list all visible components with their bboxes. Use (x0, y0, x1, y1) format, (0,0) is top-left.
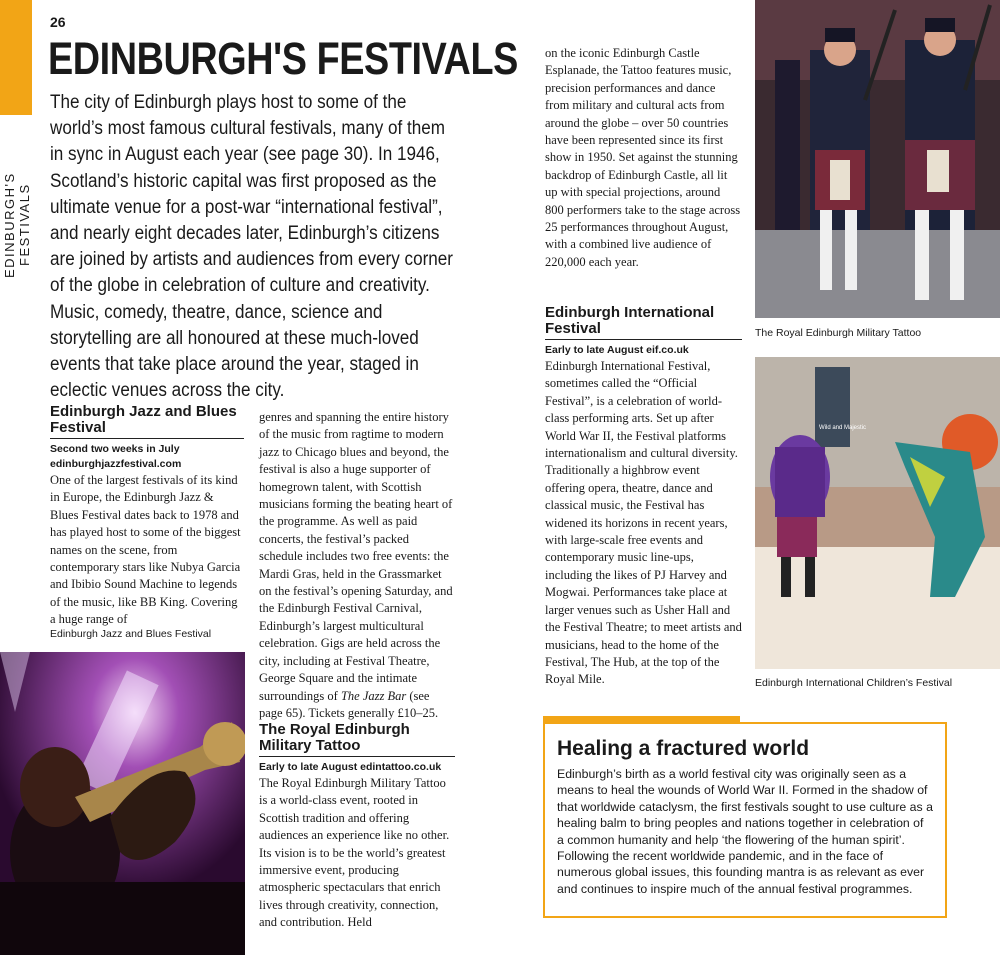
jazz-body-part-1: One of the largest festivals of its kind in Europe, the Edinburgh Jazz & Blues Festival dates back to 1978 and has played host to some of the biggest names on the scene, from contemporary stars like Nubya Garcia and Ibibio Sound Machine to legends of the music, like BB King. Covering a huge range of (50, 473, 241, 627)
jazz-article (50, 404, 244, 629)
tattoo-article (259, 722, 455, 932)
eif-dates (545, 343, 742, 358)
page-title: EDINBURGH'S FESTIVALS (48, 33, 518, 84)
jazz-when: Second two weeks in July (50, 443, 180, 455)
page-number: 26 (50, 14, 66, 30)
eif-photo-caption: Edinburgh International Children’s Festival (755, 677, 953, 689)
eif-body: Edinburgh International Festival, sometimes called the “Official Festival”, is a celebration of world-class performing arts. Set up after World War II, the Festival platforms internationalism and cultural diversity. Traditionally a highbrow event offering opera, theatre, dance and classical music, the Festival has widened its horizons in recent years, with large-scale free events and contemporary music line-ups, including the likes of PJ Harvey and Mogwai. Performances take place at larger venues such as Usher Hall and the Festival Theatre; to meet artists and musicians, head to the home of the Festival, The Hub, at the top of the Royal Mile. (545, 359, 742, 687)
eif-heading: Edinburgh International Festival (545, 305, 742, 340)
jazz-trumpeter-photo (0, 652, 245, 955)
jazz-body-continued (259, 409, 455, 722)
jazz-body-part-3: (see page 65). Tickets generally £10–25. (259, 688, 439, 720)
jazz-bar-name: The Jazz Bar (340, 688, 407, 703)
eif-article (545, 305, 742, 689)
feature-box (543, 722, 947, 918)
tattoo-body-part-2: on the iconic Edinburgh Castle Esplanade, the Tattoo features music, precision performances and dance from military and cultural acts from around the globe – over 50 countries have been represented since its first show in 1950. Set against the stunning backdrop of Edinburgh Castle, all lit up with special projections, around 800 performers take to the stage across 25 performances throughout August, with a combined live audience of 220,000 each year. (545, 46, 741, 269)
jazz-url: edinburghjazzfestival.com (50, 458, 182, 470)
tattoo-when: Early to late August (259, 761, 358, 773)
jazz-photo-caption: Edinburgh Jazz and Blues Festival (50, 628, 212, 640)
tattoo-body-part-1: The Royal Edinburgh Military Tattoo is a world-class event, rooted in Scottish tradition and offering audiences an experience like no other. Its vision is to be the world’s greatest immersive event, producing atmospheric spectaculars that enrich lives through creativity, connection, and contribution. Held (259, 776, 450, 930)
feature-box-body: Edinburgh’s birth as a world festival city was originally seen as a means to heal the wounds of World War II. Formed in the shadow of that worldwide cataclysm, the first festivals sought to use culture as a healing balm to bring peoples and nations together in celebration of a common humanity and help ‘the flowering of the human spirit’. Following the recent worldwide pandemic, and in the face of numerous global issues, this founding mantra is as relevant as ever and continues to inspire much of the annual festival programmes. (557, 767, 933, 896)
chapter-tab-marker (0, 0, 32, 115)
tattoo-dates (259, 760, 455, 775)
tattoo-url: edintattoo.co.uk (360, 761, 442, 773)
jazz-heading: Edinburgh Jazz and Blues Festival (50, 404, 244, 439)
tattoo-heading: The Royal Edinburgh Military Tattoo (259, 722, 455, 757)
eif-when: Early to late August (545, 344, 644, 356)
jazz-body-part-2: genres and spanning the entire history of the music from ragtime to modern jazz to Chicago blues and beyond, the festival is also a huge supporter of homegrown talent, with Scottish musicians forming the beating heart of the programme. As well as paid concerts, the festival’s packed schedule includes two free events: the Mardi Gras, held in the Grassmarket on the festival’s opening Saturday, and the Edinburgh Festival Carnival, Edinburgh’s largest multicultural celebration. Gigs are held across the city, including at Festival Theatre, George Square and the intimate surroundings of (259, 410, 453, 703)
feature-box-title: Healing a fractured world (557, 737, 810, 760)
childrens-festival-photo (755, 357, 1000, 669)
running-section-label: EDINBURGH'S FESTIVALS (2, 172, 32, 278)
military-tattoo-photo (755, 0, 1000, 318)
photo-banner-text: Wild and Majestic (819, 425, 867, 431)
intro-paragraph: The city of Edinburgh plays host to some of the world’s most famous cultural festivals, many of them in sync in August each year (see page 30). In 1946, Scotland’s historic capital was first proposed as the ultimate venue for a post-war “international festival”, and nearly eight decades later, Edinburgh’s citizens are joined by artists and audiences from every corner of the globe in celebration of culture and creativity. Music, comedy, theatre, dance, science and storytelling are all honoured at these much-loved events that take place around the year, staged in eclectic venues across the city. (50, 92, 454, 402)
eif-url: eif.co.uk (646, 344, 689, 356)
tattoo-photo-caption: The Royal Edinburgh Military Tattoo (755, 327, 922, 339)
jazz-dates (50, 442, 244, 472)
